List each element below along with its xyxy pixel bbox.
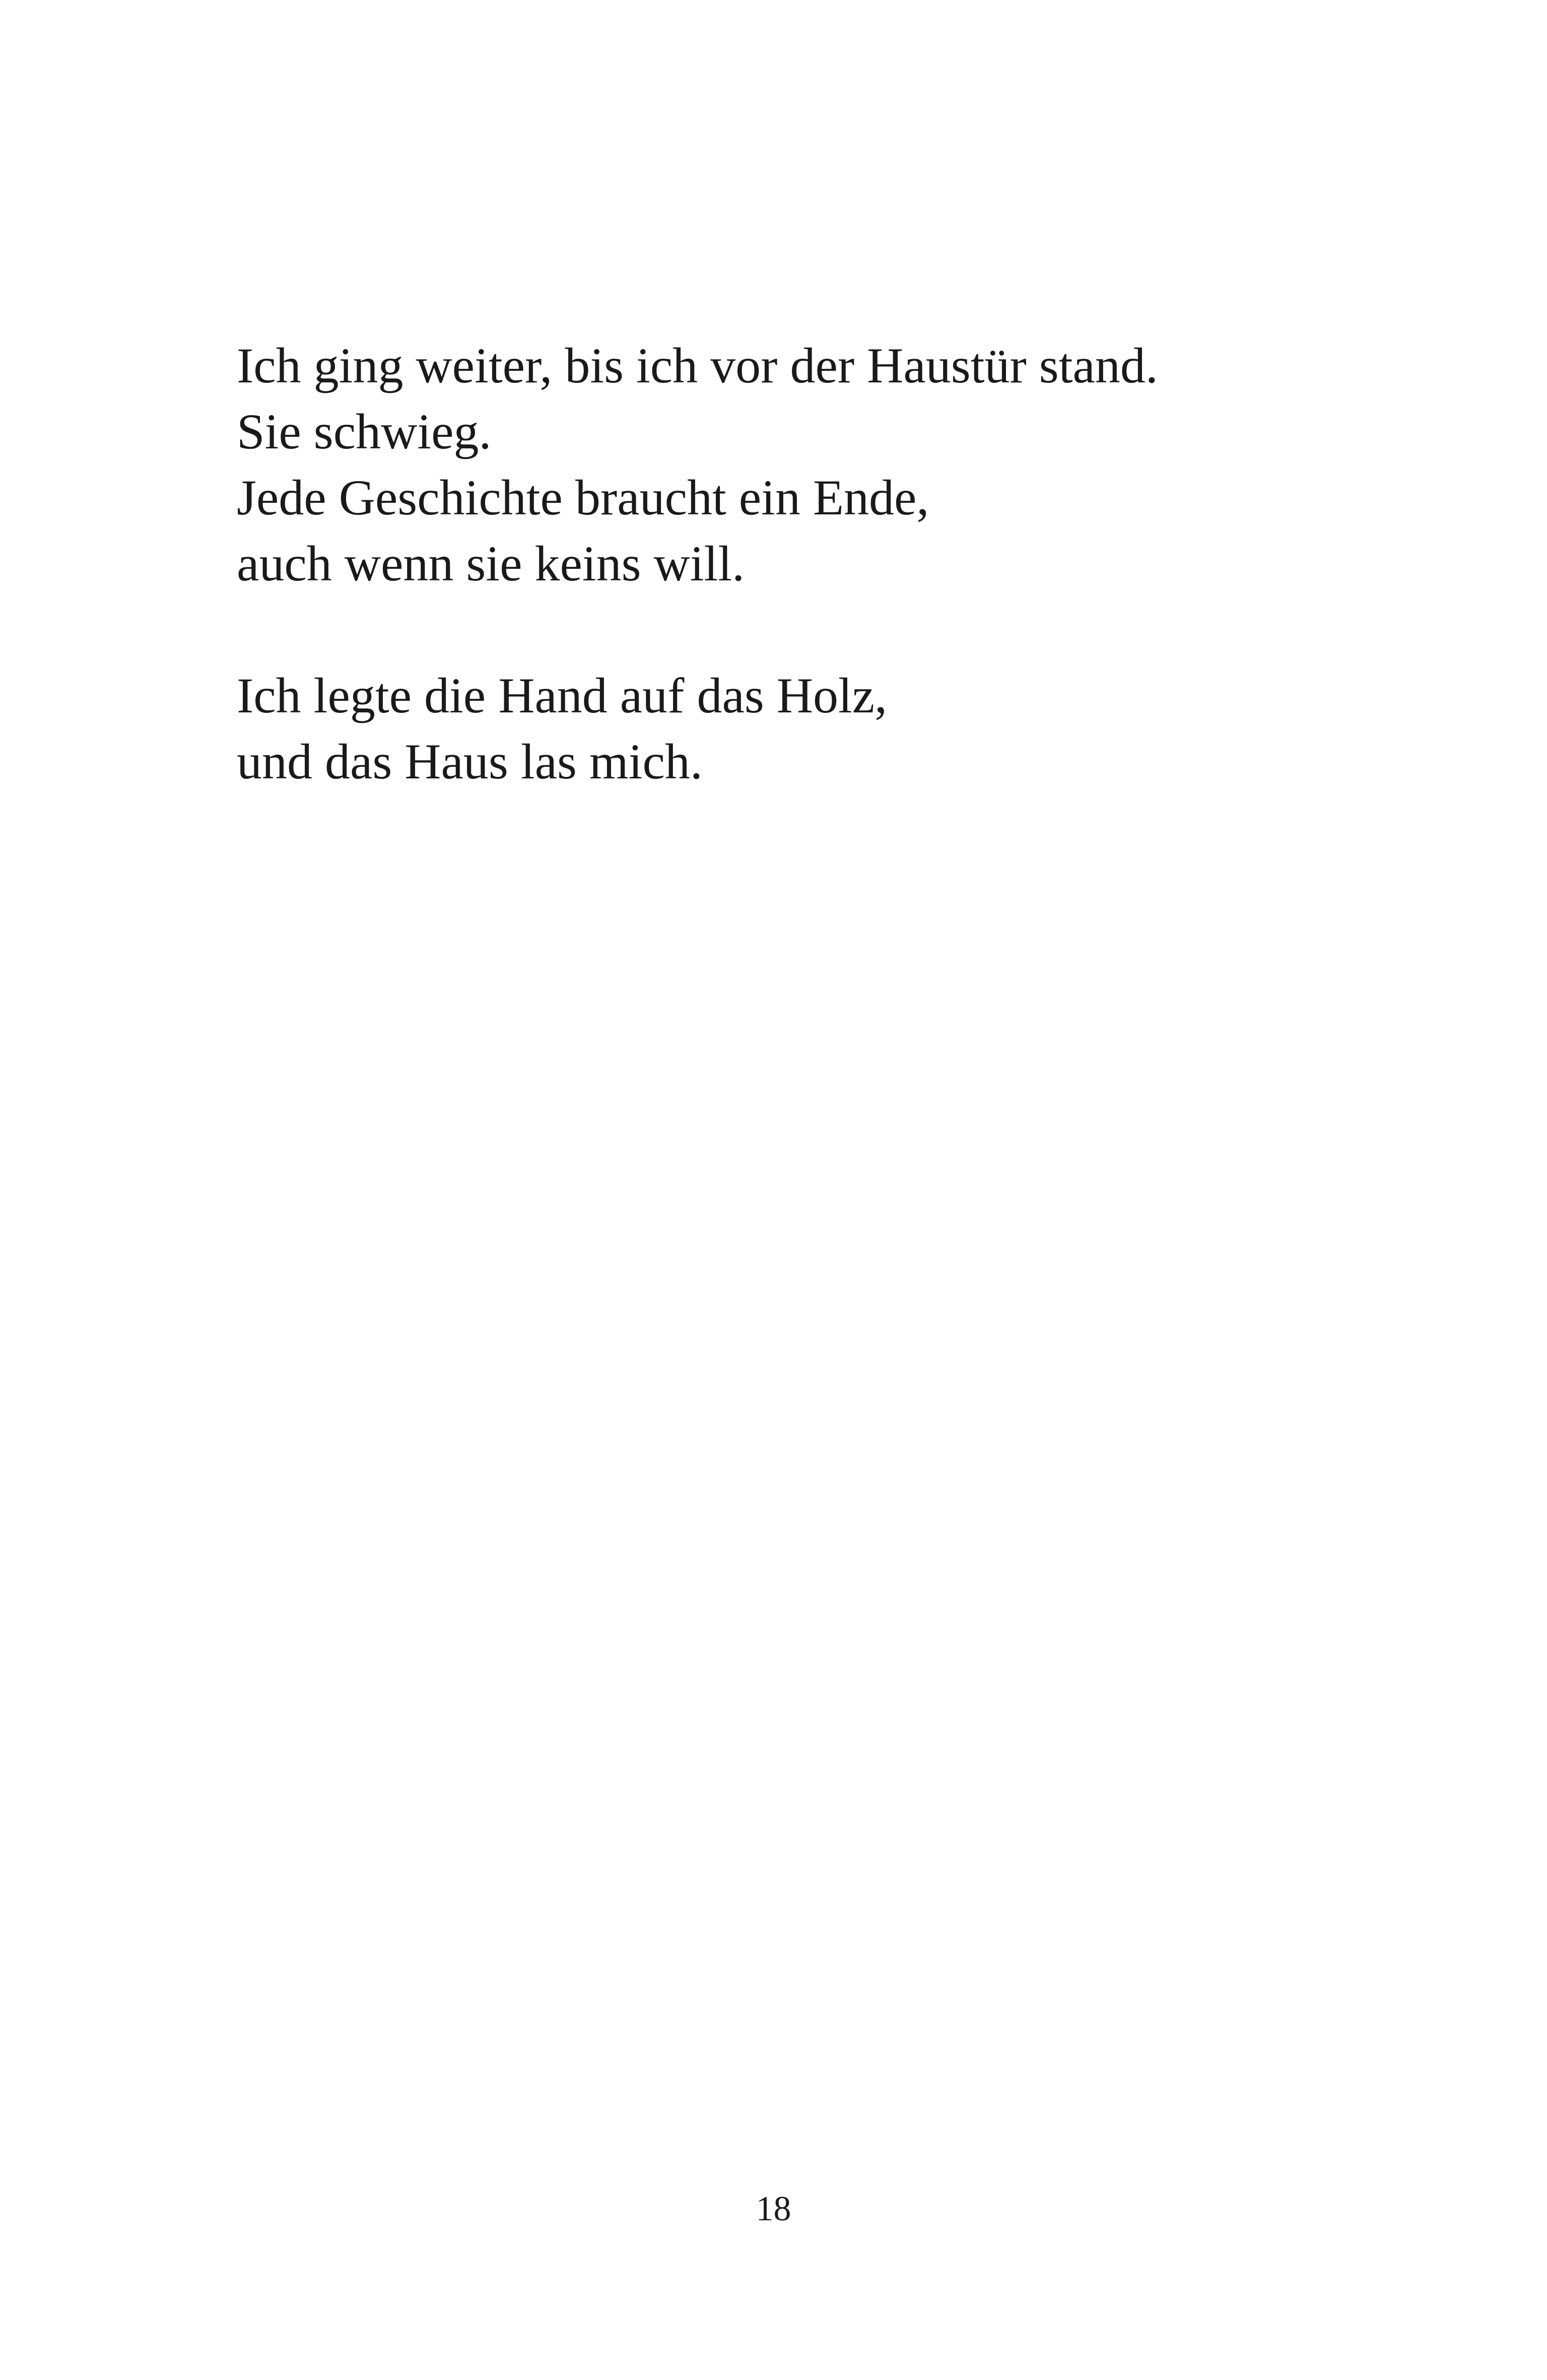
stanza-1: [237, 333, 1345, 597]
poem-line: Sie schwieg.: [237, 404, 492, 459]
poem-line: und das Haus las mich.: [237, 734, 703, 789]
poem-body: [237, 333, 1345, 795]
stanza-2: [237, 663, 1345, 795]
poem-line: Ich legte die Hand auf das Holz,: [237, 668, 888, 723]
page-number: 18: [756, 2190, 791, 2228]
poem-line: auch wenn sie keins will.: [237, 536, 745, 591]
poem-line: Ich ging weiter, bis ich vor der Haustür stand.: [237, 338, 1158, 393]
poem-line: Jede Geschichte braucht ein Ende,: [237, 470, 929, 525]
